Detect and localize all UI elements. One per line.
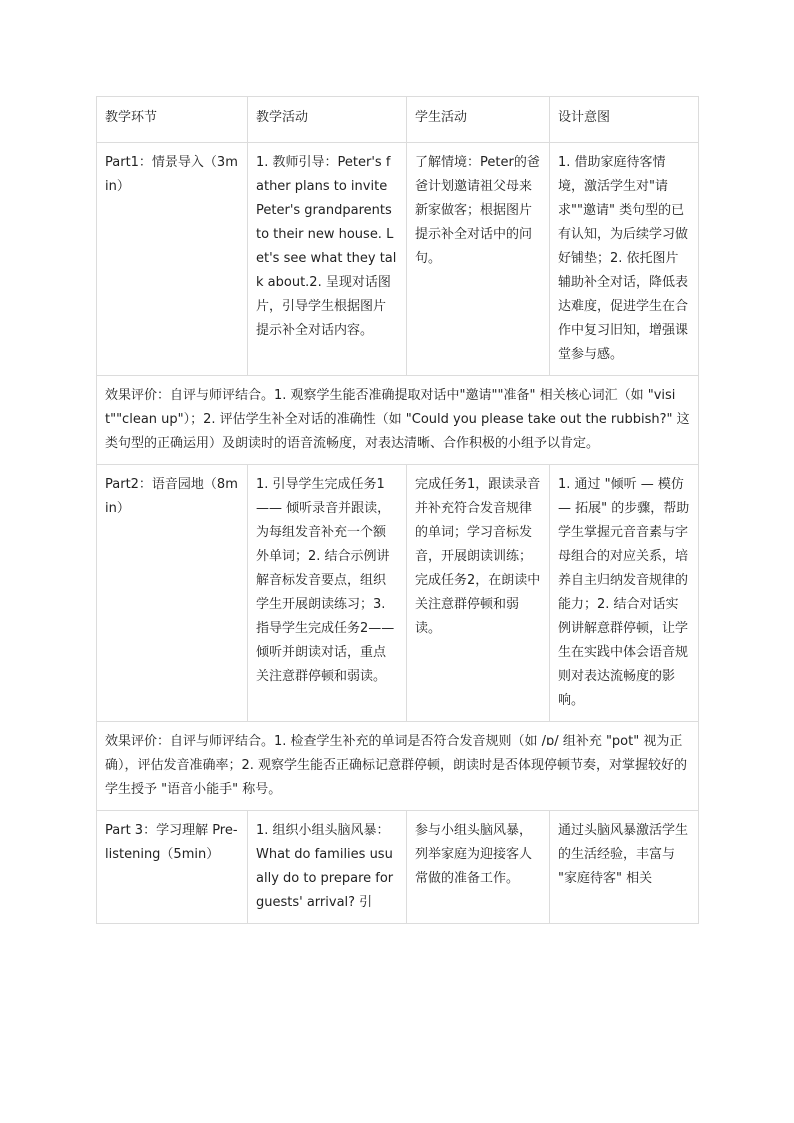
evaluation-row — [97, 376, 699, 465]
evaluation-cell: 效果评价：自评与师评结合。1. 检查学生补充的单词是否符合发音规则（如 /ɒ/ 组补充 "pot" 视为正确），评估发音准确率；2. 观察学生能否正确标记意群停顿，朗读时是否体现停顿节奏，对掌握较好的学生授予 "语音小能手" 称号。 — [97, 722, 699, 811]
teacher-activity-cell: 1. 引导学生完成任务1—— 倾听录音并跟读，为每组发音补充一个额外单词；2. 结合示例讲解音标发音要点，组织学生开展朗读练习；3. 指导学生完成任务2—— 倾听并朗读对话，重点关注意群停顿和弱读。 — [248, 465, 407, 722]
evaluation-cell: 效果评价：自评与师评结合。1. 观察学生能否准确提取对话中"邀请""准备" 相关核心词汇（如 "visit""clean up"）；2. 评估学生补全对话的准确性（如 "Could you please take out the rubbish?" 这类句型的正确运用）及朗读时的语音流畅度，对表达清晰、合作积极的小组予以肯定。 — [97, 376, 699, 465]
stage-cell: Part2：语音园地（8min） — [97, 465, 248, 722]
stage-cell: Part 3：学习理解 Pre-listening（5min） — [97, 811, 248, 924]
table-row — [97, 143, 699, 376]
student-activity-cell: 参与小组头脑风暴，列举家庭为迎接客人常做的准备工作。 — [407, 811, 550, 924]
table-header-row — [97, 97, 699, 143]
student-activity-cell: 了解情境：Peter的爸爸计划邀请祖父母来新家做客；根据图片提示补全对话中的问句。 — [407, 143, 550, 376]
design-intent-cell: 通过头脑风暴激活学生的生活经验，丰富与 "家庭待客" 相关 — [550, 811, 699, 924]
design-intent-cell: 1. 借助家庭待客情境，激活学生对"请求""邀请" 类句型的已有认知，为后续学习做好铺垫；2. 依托图片辅助补全对话，降低表达难度，促进学生在合作中复习旧知，增强课堂参与感。 — [550, 143, 699, 376]
teacher-activity-cell: 1. 教师引导：Peter's father plans to invite Peter's grandparents to their new house. Let's see what they talk about.2. 呈现对话图片，引导学生根据图片提示补全对话内容。 — [248, 143, 407, 376]
teacher-activity-cell: 1. 组织小组头脑风暴：What do families usually do to prepare for guests' arrival? 引 — [248, 811, 407, 924]
header-stage: 教学环节 — [97, 97, 248, 143]
table-row — [97, 465, 699, 722]
document-page — [96, 96, 698, 924]
design-intent-cell: 1. 通过 "倾听 — 模仿 — 拓展" 的步骤，帮助学生掌握元音音素与字母组合的对应关系，培养自主归纳发音规律的能力；2. 结合对话实例讲解意群停顿，让学生在实践中体会语音规则对表达流畅度的影响。 — [550, 465, 699, 722]
student-activity-cell: 完成任务1，跟读录音并补充符合发音规律的单词；学习音标发音，开展朗读训练；完成任务2，在朗读中关注意群停顿和弱读。 — [407, 465, 550, 722]
table-row — [97, 811, 699, 924]
header-design-intent: 设计意图 — [550, 97, 699, 143]
header-teacher-activity: 教学活动 — [248, 97, 407, 143]
evaluation-row — [97, 722, 699, 811]
stage-cell: Part1：情景导入（3min） — [97, 143, 248, 376]
lesson-plan-table — [96, 96, 699, 924]
header-student-activity: 学生活动 — [407, 97, 550, 143]
